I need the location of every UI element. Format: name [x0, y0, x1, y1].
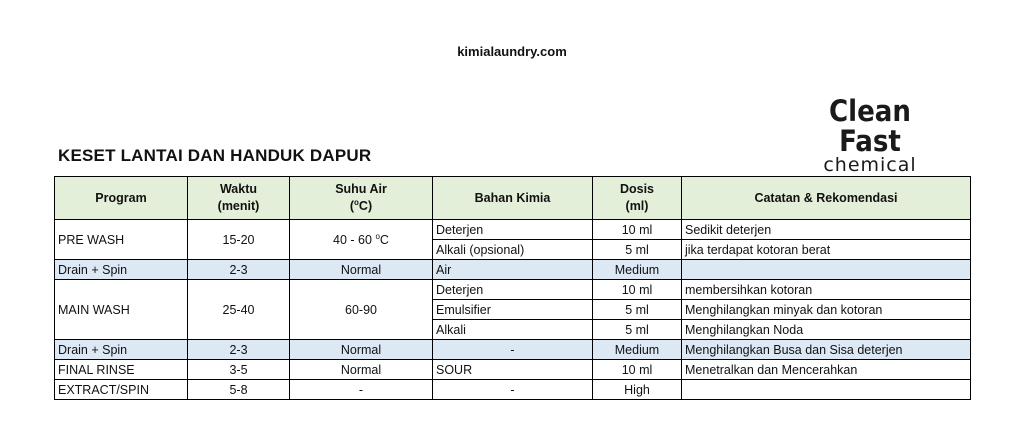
waktu-cell: 2-3: [188, 260, 290, 280]
dosis-cell: 5 ml: [593, 320, 682, 340]
header-dosis: Dosis (ml): [593, 177, 682, 220]
bahan-cell: -: [433, 380, 593, 400]
brand-logo: [806, 96, 934, 174]
suhu-cell: Normal: [290, 260, 433, 280]
table-row: [55, 220, 971, 240]
bahan-cell: Emulsifier: [433, 300, 593, 320]
dosis-cell: High: [593, 380, 682, 400]
logo-main-text: Clean Fast: [829, 94, 911, 158]
suhu-cell: Normal: [290, 340, 433, 360]
catatan-cell: Menghilangkan minyak dan kotoran: [682, 300, 971, 320]
bahan-cell: Alkali (opsional): [433, 240, 593, 260]
dosis-cell: 10 ml: [593, 280, 682, 300]
catatan-cell: [682, 380, 971, 400]
document-title: KESET LANTAI DAN HANDUK DAPUR: [58, 146, 372, 165]
bahan-cell: Deterjen: [433, 220, 593, 240]
dosis-cell: 5 ml: [593, 240, 682, 260]
catatan-cell: jika terdapat kotoran berat: [682, 240, 971, 260]
catatan-cell: Sedikit deterjen: [682, 220, 971, 240]
table-row: [55, 280, 971, 300]
dosis-cell: Medium: [593, 340, 682, 360]
catatan-cell: Menetralkan dan Mencerahkan: [682, 360, 971, 380]
catatan-cell: membersihkan kotoran: [682, 280, 971, 300]
suhu-cell: 40 - 60 $^o$C: [290, 220, 433, 260]
logo-sub-text: chemical: [823, 154, 917, 176]
program-cell: FINAL RINSE: [55, 360, 188, 380]
table-row: [55, 380, 971, 400]
program-cell: Drain + Spin: [55, 260, 188, 280]
program-cell: EXTRACT/SPIN: [55, 380, 188, 400]
bahan-cell: Deterjen: [433, 280, 593, 300]
table-row: [55, 360, 971, 380]
table-row: [55, 340, 971, 360]
catatan-cell: Menghilangkan Noda: [682, 320, 971, 340]
waktu-cell: 3-5: [188, 360, 290, 380]
washing-program-table: [54, 176, 971, 400]
table-row: [55, 260, 971, 280]
dosis-cell: Medium: [593, 260, 682, 280]
waktu-cell: 2-3: [188, 340, 290, 360]
catatan-cell: Menghilangkan Busa dan Sisa deterjen: [682, 340, 971, 360]
program-cell: MAIN WASH: [55, 280, 188, 340]
suhu-cell: 60-90: [290, 280, 433, 340]
waktu-cell: 15-20: [188, 220, 290, 260]
header-waktu: Waktu (menit): [188, 177, 290, 220]
program-cell: PRE WASH: [55, 220, 188, 260]
dosis-cell: 10 ml: [593, 360, 682, 380]
header-program: Program: [55, 177, 188, 220]
bahan-cell: SOUR: [433, 360, 593, 380]
bahan-cell: Air: [433, 260, 593, 280]
bahan-cell: -: [433, 340, 593, 360]
header-catatan: Catatan & Rekomendasi: [682, 177, 971, 220]
bahan-cell: Alkali: [433, 320, 593, 340]
waktu-cell: 5-8: [188, 380, 290, 400]
table-header-row: [55, 177, 971, 220]
suhu-cell: Normal: [290, 360, 433, 380]
site-url: kimialaundry.com: [457, 44, 567, 59]
program-cell: Drain + Spin: [55, 340, 188, 360]
dosis-cell: 5 ml: [593, 300, 682, 320]
catatan-cell: [682, 260, 971, 280]
header-bahan: Bahan Kimia: [433, 177, 593, 220]
waktu-cell: 25-40: [188, 280, 290, 340]
suhu-cell: -: [290, 380, 433, 400]
header-suhu: Suhu Air ($^o$C): [290, 177, 433, 220]
dosis-cell: 10 ml: [593, 220, 682, 240]
